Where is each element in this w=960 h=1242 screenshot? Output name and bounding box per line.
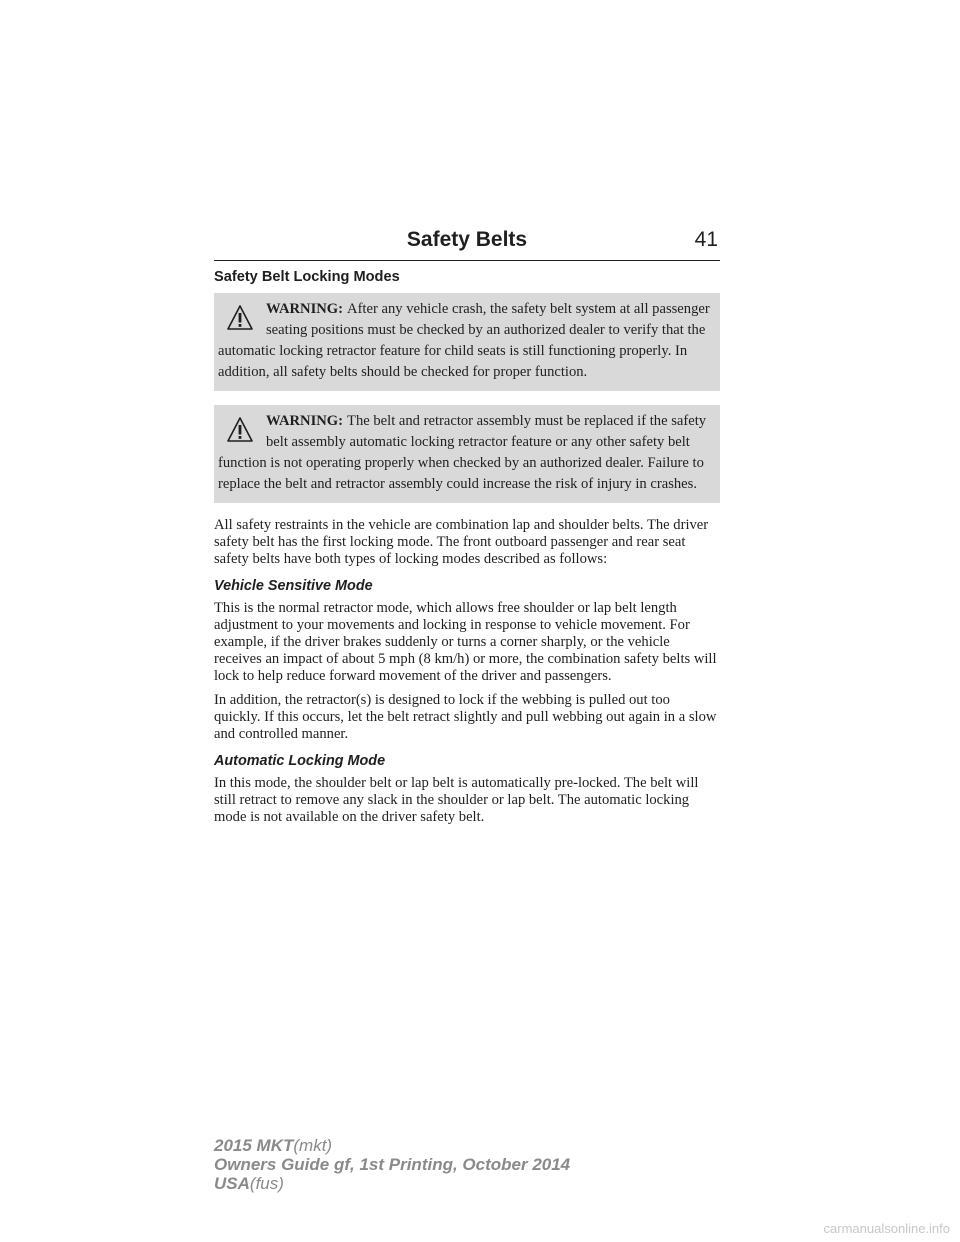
page-footer — [214, 1136, 570, 1193]
page-number: 41 — [694, 228, 718, 251]
subheading-vehicle-sensitive: Vehicle Sensitive Mode — [214, 578, 373, 594]
footer-line-printing: Owners Guide gf, 1st Printing, October 2014 — [214, 1155, 571, 1174]
warning-text: After any vehicle crash, the safety belt system at all passenger seating positions must be checked by an authorized dealer to verify that the automatic locking retractor feature for child seats is still functioning properly. In addition, all safety belts should be checked for proper function. — [218, 301, 710, 380]
warning-label: WARNING: — [266, 413, 344, 429]
warning-triangle-icon — [226, 415, 254, 445]
footer-line-region: USA(fus) — [214, 1174, 284, 1193]
paragraph: This is the normal retractor mode, which allows free shoulder or lap belt length adjustment to your movements and locking in response to vehicle movement. For example, if the driver brakes suddenly or turns a corner sharply, or the vehicle receives an impact of about 5 mph (8 km/h) or more, the combination safety belts will lock to help reduce forward movement of the driver and passengers. — [214, 600, 717, 684]
page-header — [214, 226, 720, 261]
footer-line-model: 2015 MKT(mkt) — [214, 1136, 333, 1155]
warning-text: The belt and retractor assembly must be replaced if the safety belt assembly automatic locking retractor feature or any other safety belt function is not operating properly when checked by an authorized dealer. Failure to replace the belt and retractor assembly could increase the risk of injury in crashes. — [218, 413, 707, 492]
warning-triangle-icon — [226, 303, 254, 333]
page-title: Safety Belts — [406, 228, 528, 251]
section-heading: Safety Belt Locking Modes — [214, 269, 400, 285]
warning-label: WARNING: — [266, 301, 344, 317]
intro-paragraph: All safety restraints in the vehicle are combination lap and shoulder belts. The driver safety belt has the first locking mode. The front outboard passenger and rear seat safety belts have both types of locking modes described as follows: — [214, 517, 709, 567]
subheading-automatic-locking: Automatic Locking Mode — [214, 753, 386, 769]
paragraph: In addition, the retractor(s) is designed to lock if the webbing is pulled out too quickly. If this occurs, let the belt retract slightly and pull webbing out again in a slow and controlled manner. — [214, 692, 717, 742]
manual-page — [214, 226, 720, 833]
warning-box-replace-assembly — [214, 405, 720, 503]
watermark: carmanualsonline.info — [823, 1221, 950, 1236]
warning-box-crash-check — [214, 293, 720, 391]
paragraph: In this mode, the shoulder belt or lap belt is automatically pre-locked. The belt will still retract to remove any slack in the shoulder or lap belt. The automatic locking mode is not available on the driver safety belt. — [214, 775, 699, 825]
